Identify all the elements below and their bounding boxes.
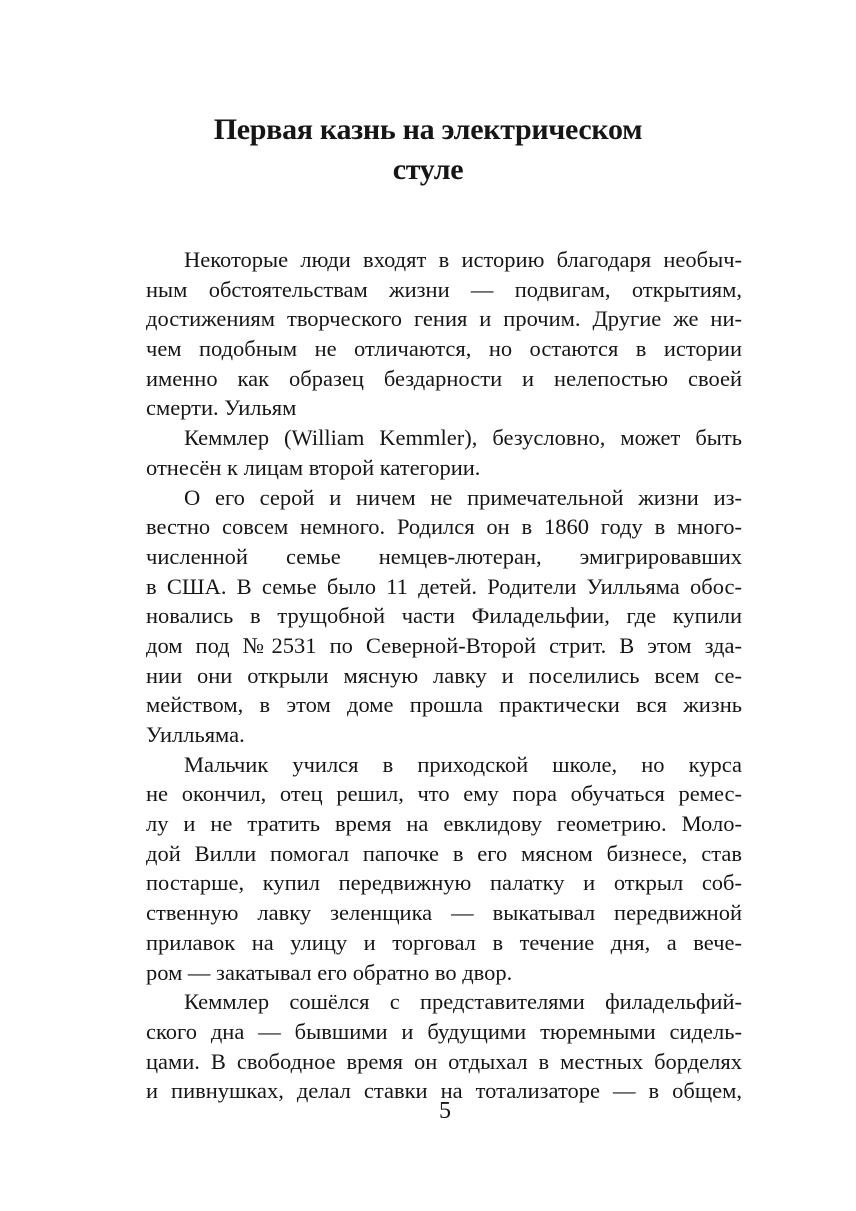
text-line: вестно совсем немного. Родился он в 1860 году в много-: [146, 514, 742, 540]
text-line: Мальчик учился в приходской школе, но курса: [184, 751, 742, 777]
text-line: в США. В семье было 11 детей. Родители Уилльяма обос-: [146, 573, 742, 599]
text-line: цами. В свободное время он отдыхал в местных борделях: [146, 1048, 742, 1074]
text-line: Уилльяма.: [146, 722, 245, 747]
text-line: дом под №2531 по Северной-Второй стрит. В этом зда-: [146, 632, 742, 658]
text-line: отнесён к лицам второй категории.: [146, 454, 481, 480]
text-line: прилавок на улицу и торговал в течение дня, а вече-: [146, 929, 742, 955]
text-line: ственную лавку зеленщика — выкатывал передвижной: [146, 900, 742, 926]
text-line: Кеммлер сошёлся с представителями филадельфий-: [184, 989, 742, 1015]
text-line: ным обстоятельствам жизни — подвигам, открытиям,: [146, 276, 742, 302]
text-line: не окончил, отец решил, что ему пора обучаться ремес-: [146, 781, 742, 807]
text-line: новались в трущобной части Филадельфии, где купили: [146, 603, 742, 629]
text-line: дой Вилли помогал папочке в его мясном бизнесе, став: [146, 840, 742, 866]
text-line: Некоторые люди входят в историю благодаря необыч-: [184, 247, 742, 272]
text-line: нии они открыли мясную лавку и поселились всем се-: [146, 662, 742, 688]
text-line: чем подобным не отличаются, но остаются в истории: [146, 336, 742, 362]
chapter-title-line-1: Первая казнь на электрическом: [213, 113, 643, 146]
text-line: именно как образец бездарности и нелепостью своей: [146, 365, 742, 391]
text-line: О его серой и ничем не примечательной жизни из-: [184, 484, 742, 510]
text-line: ского дна — бывшими и будущими тюремными сидель-: [146, 1018, 742, 1044]
text-line: Кеммлер (William Kemmler), безусловно, может быть: [184, 425, 742, 451]
page-number: 5: [439, 1098, 451, 1124]
text-line: смерти. Уильям: [146, 395, 297, 421]
chapter-body-text: [146, 245, 742, 1106]
text-line: постарше, купил передвижную палатку и открыл соб-: [146, 870, 742, 896]
text-line: и пивнушках, делал ставки на тотализаторе — в общем,: [146, 1078, 742, 1104]
text-line: лу и не тратить время на евклидову геометрию. Моло-: [146, 811, 742, 837]
chapter-title-line-2: стуле: [392, 153, 464, 186]
text-line: достижениям творческого гения и прочим. Другие же ни-: [146, 306, 742, 332]
text-line: ром — закатывал его обратно во двор.: [146, 959, 513, 985]
text-line: мейством, в этом доме прошла практически вся жизнь: [146, 692, 742, 718]
text-line: численной семье немцев-лютеран, эмигрировавших: [146, 543, 742, 569]
